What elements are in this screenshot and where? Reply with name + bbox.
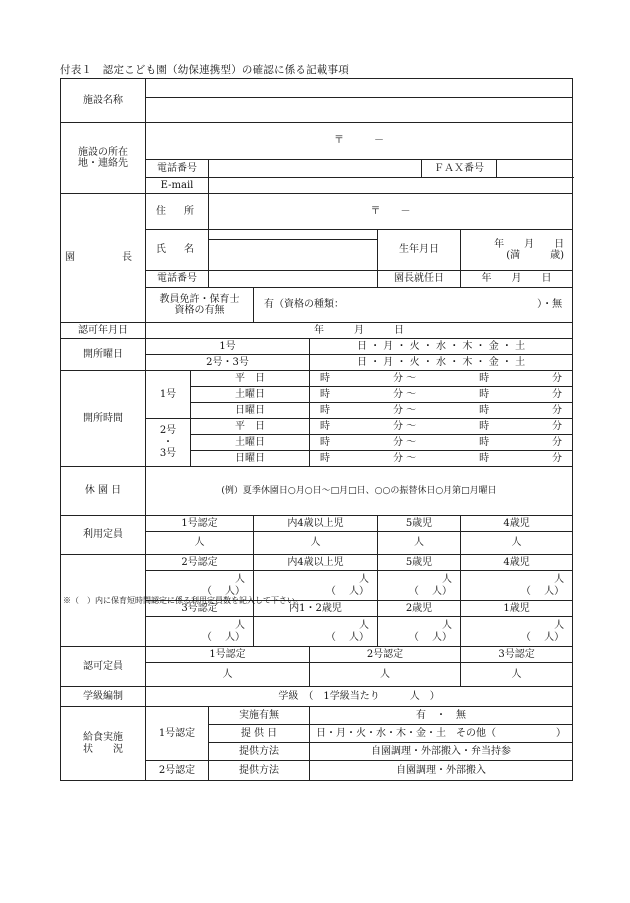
open-hours-weekday-label: 平 日 [191,419,310,435]
facility-phone-field[interactable] [209,160,422,178]
capacity-note: ※（ ）内に保育短時間認定に係る利用定員数を記入して下さい。 [61,555,146,647]
open-hours-saturday-label: 土曜日 [191,387,310,403]
capacity-header: 2歳児 [378,601,461,617]
approval-date-label: 認可年月日 [61,323,146,339]
capacity-header: 5歳児 [378,555,461,571]
open-days-type1-field[interactable]: 日 ・ 月 ・ 火 ・ 水 ・ 木 ・ 金 ・ 土 [310,339,573,355]
open-days-label: 開所曜日 [61,339,146,371]
director-appointed-label: 園長就任日 [378,271,461,288]
director-address-label: 住 所 [146,194,209,230]
capacity-header: 1歳児 [461,601,573,617]
facility-fax-field[interactable] [497,160,573,178]
capacity-header: 内4歳以上児 [254,555,378,571]
director-license-field[interactable]: 有（資格の種類： ）・無 [254,288,573,323]
director-address-field[interactable]: 〒 － [209,194,573,230]
capacity-cell[interactable]: 人 [254,532,378,555]
capacity-cell[interactable]: 人 （ 人） [146,617,254,647]
capacity-cell[interactable]: 人 （ 人） [254,571,378,601]
meal-impl-label: 実施有無 [209,707,310,725]
capacity-label: 利用定員 [61,516,146,555]
open-hours-label: 開所時間 [61,371,146,467]
capacity-cell[interactable]: 人 （ 人） [378,617,461,647]
open-days-type23-field[interactable]: 日 ・ 月 ・ 火 ・ 水 ・ 木 ・ 金 ・ 土 [310,355,573,371]
approved-capacity-header: 2号認定 [310,647,461,663]
open-hours-type23-label: 2号 ・ 3号 [146,419,191,467]
open-hours-type23-weekday-field[interactable]: 時 分 〜 時 分 [310,419,573,435]
capacity-cell[interactable]: 人 （ 人） [378,571,461,601]
open-hours-sunday-label: 日曜日 [191,403,310,419]
facility-phone-label: 電話番号 [146,160,209,178]
capacity-header: 5歳児 [378,516,461,532]
open-days-type23-label: 2号・3号 [146,355,310,371]
director-name-label: 氏 名 [146,230,209,271]
director-phone-field[interactable] [209,271,378,288]
director-name-field[interactable] [209,240,378,271]
facility-name-label: 施設名称 [61,79,146,123]
approved-capacity-cell[interactable]: 人 [461,663,573,687]
facility-name-field[interactable] [146,98,573,123]
approved-capacity-cell[interactable]: 人 [310,663,461,687]
approved-capacity-label: 認可定員 [61,647,146,687]
facility-email-label: E-mail [146,178,209,194]
approved-capacity-header: 3号認定 [461,647,573,663]
meal-label: 給食実施 状 況 [61,707,146,781]
director-label: 園 長 [61,194,146,323]
facility-email-field[interactable] [209,178,573,194]
class-label: 学級編制 [61,687,146,707]
open-hours-type1-saturday-field[interactable]: 時 分 〜 時 分 [310,387,573,403]
holidays-label: 休 園 日 [61,467,146,516]
approved-capacity-cell[interactable]: 人 [146,663,310,687]
open-hours-type1-sunday-field[interactable]: 時 分 〜 時 分 [310,403,573,419]
class-field[interactable]: 学級 （ 1学級当たり 人 ） [146,687,573,707]
meal-method-label: 提供方法 [209,761,310,781]
meal-days-label: 提 供 日 [209,725,310,743]
capacity-header: 内4歳以上児 [254,516,378,532]
open-hours-type23-sunday-field[interactable]: 時 分 〜 時 分 [310,451,573,467]
capacity-header: 3号認定 [146,601,254,617]
meal-method-label: 提供方法 [209,743,310,761]
open-hours-sunday-label: 日曜日 [191,451,310,467]
director-license-label: 教員免許・保育士 資格の有無 [146,288,254,323]
director-birth-label: 生年月日 [378,230,461,271]
capacity-header: 4歳児 [461,516,573,532]
facility-fax-label: ＦＡＸ番号 [422,160,497,178]
capacity-header: 1号認定 [146,516,254,532]
open-hours-type23-saturday-field[interactable]: 時 分 〜 時 分 [310,435,573,451]
open-days-type1-label: 1号 [146,339,310,355]
meal-impl-field[interactable]: 有 ・ 無 [310,707,573,725]
open-hours-weekday-label: 平 日 [191,371,310,387]
capacity-cell[interactable]: 人 （ 人） [461,571,573,601]
director-phone-label: 電話番号 [146,271,209,288]
capacity-header: 2号認定 [146,555,254,571]
open-hours-type1-label: 1号 [146,371,191,419]
facility-address-field[interactable]: 〒 － [146,123,573,160]
director-birth-field[interactable]: 年 月 日 (満 歳) [461,230,573,271]
form-title: 付表１ 認定こども園（幼保連携型）の確認に係る記載事項 [60,64,349,76]
capacity-cell[interactable]: 人 [378,532,461,555]
facility-address-label: 施設の所在 地・連絡先 [61,123,146,194]
capacity-cell[interactable]: 人 （ 人） [146,571,254,601]
capacity-header: 4歳児 [461,555,573,571]
open-hours-saturday-label: 土曜日 [191,435,310,451]
approval-date-field[interactable]: 年 月 日 [146,323,573,339]
capacity-cell[interactable]: 人 （ 人） [461,617,573,647]
capacity-cell[interactable]: 人 [461,532,573,555]
confirmation-form-table [60,78,573,781]
meal-method-type2-field[interactable]: 自園調理・外部搬入 [310,761,573,781]
meal-days-field[interactable]: 日・月・火・水・木・金・土 その他（ ） [310,725,573,743]
open-hours-type1-weekday-field[interactable]: 時 分 〜 時 分 [310,371,573,387]
director-name-kana-field[interactable] [209,230,378,240]
holidays-field[interactable]: (例）夏季休園日○月○日〜□月□日、○○の振替休日○月第□月曜日 [146,467,573,516]
director-appointed-field[interactable]: 年 月 日 [461,271,573,288]
capacity-header: 内1・2歳児 [254,601,378,617]
approved-capacity-header: 1号認定 [146,647,310,663]
capacity-cell[interactable]: 人 [146,532,254,555]
meal-method-type1-field[interactable]: 自園調理・外部搬入・弁当持参 [310,743,573,761]
meal-type2-label: 2号認定 [146,761,209,781]
capacity-cell[interactable]: 人 （ 人） [254,617,378,647]
meal-type1-label: 1号認定 [146,707,209,761]
facility-name-kana-field[interactable] [146,79,573,98]
